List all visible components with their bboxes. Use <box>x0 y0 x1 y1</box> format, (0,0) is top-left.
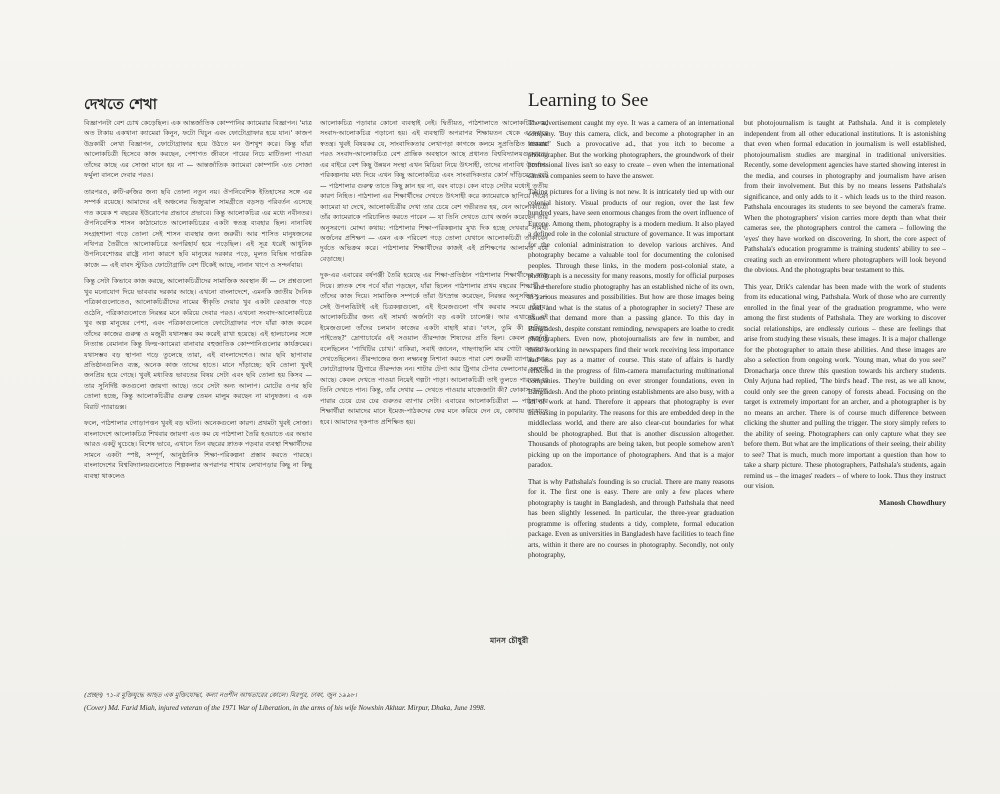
bengali-paragraph: আলোকচিত্র পড়াবার কোনো ব্যবস্থাই নেই। দ্বিতীয়ত, পাঠশালাতে আলোকচিত্র নয়, সংবাদ-আলোকচিত্র পড়ানো হয়। এই ব্যবস্থাটি অপরাপর শিক্ষায়তন থেকে একেবারে স্বতন্ত্র। খুবই বিষয়কর যে, সাংবাদিকতার লেখাপড়া কাগজে কলমে সুপ্রতিষ্ঠিত থাকবার পরও সংবাদ-আলোকচিত্র বেশ প্রান্তিক অবস্থানে আছে প্রধানত বিশ্ববিদ্যালয়গুলোতে। এর বাইরে বেশ কিছু উন্নয়ন সংস্থা এখন মিডিয়া নিয়ে উৎসাহী, তাদের নানাবিধ উদ্যোগ-পরিকল্পনায় মধ্য দিয়ে এখন কিছু আলোকচিত্র এবং সাংবাদিকতার কোর্স দাঁড়িয়েছে বটে — পাঠশালার গুরুত্ব তাতে কিছু ম্লান হয় না, বরং বাড়ে। কেন বাড়ে সেটার মধ্যেই তৃতীয় কারণ নিহিত। পাঠশালা এর শিক্ষার্থীদের দেখতে উৎসাহী করে ক্যামেরাকে ছাপিয়ে গিয়ে। ক্যামেরা যা দেখে, আলোকচিত্রীর দেখা তার চেয়ে বেশ গভীরতর হয়, যেন আলোকচিত্রী তাঁর ক্যামেরাকে পরিচালিত করতে পারেন — যা তিনি দেখতে চোখ অর্জন করেছেন তার অনুসরণে। মোদ্দা কথায়: পাঠশালার শিক্ষা-পরিকল্পনার মুখ্য দিক হচ্ছে দেখবার সামর্থ্য অর্জনের প্রশিক্ষণ — এমন এক পরিবেশ গড়ে তোলা যেখানে আলোকচিত্রী তাকাবেন দুর্বতে অভিক্রম করে। পাঠশালার শিক্ষার্থীদের কাজই এই প্রশিক্ষণের আলামত বয়ে বেড়াচ্ছে। <box>320 119 548 263</box>
bengali-paragraph: বিজ্ঞাপনটা বেশ চোখ কেড়েছিল। এক আন্তর্জাতিক কোম্পানির ক্যামেরার বিজ্ঞাপন। 'মাত্র অত টাকায় একখানা ক্যামেরা কিনুন, ফটো খিচুন এবং ফোটোগ্রাফার হয়ে যান।' কাজপ উদ্রকারী লেখা বিজ্ঞাপন, ফোটোগ্রাফার হয়ে উঠতে মন উশখুশ করে। কিন্তু যাঁরা আলোকচিত্রী হিসেবে কাজ করছেন, পেশাগত জীবনে পায়ের নিচে মাটিতলা পাওয়া তাঁদের কাছে এর সোজা মানে হয় না — আন্তর্জাতিক ক্যামেরা কোম্পানি এত সোজা ফর্মুলা বানলে দেবার পরও। <box>84 119 312 180</box>
english-title: Learning to See <box>528 90 649 111</box>
bengali-paragraph: কিন্তু সেটা কিভাবে কাজ করছে, আলোকচিত্রীদের সামাজিক অবস্থান কী — সে প্রশ্নগুলো খুব মনোযোগ দিয়ে ভাববার দরকার আছে। এখনো বাংলাদেশে, এমনকি জাতীয় দৈনিক পত্রিকাগুলোতেও, আলোকচিত্রীদের নামের স্বীকৃতি দেয়ার খুব একটা রেওয়াজ গড়ে ওঠেনি, পত্রিকাগুলোতে নিরন্তর মনে করিয়ে দেবার পরও। এখনো সংবাদ-আলোকচিত্রে খুব অল্প মানুষের পেশা, এবং পত্রিকাগুলোতে ফোটোগ্রাফার পদে যাঁরা কাজ করেন তাঁদের কাজের গুরুত্ব ও মজুরী যথাসম্ভব কম করেই রাখা হয়েছে। এই হালচালের সঙ্গে নিত্যান্ত বেমানান কিন্তু ফিল্ম-ক্যামেরা বানাবার বহুজাতিক কোম্পানিগুলোর কার্যক্রমের। যথাসম্ভব বড় স্থাপনা গড়ে তুলেছে তারা, এই বাংলাদেশেও। আর ছবি ছাপাবার প্রতিষ্ঠানগুলিও ব্যস্ত, অনেক কাজ তাদের হাতে। মানে দাঁড়াচ্ছে: ছবি তোলা খুবই জনপ্রিয় হয়ে গেছে। খুবই মধ্যবিত্ত ভাবতের বিষয় সেটা এবং ছবি তোলা হয় কিসব — তার সুনির্দিষ্ট কতগুলো জায়গা আছে। তবে সেটা অন্য আলাপ। মোটের ওপর ছবি তোলা হচ্ছে, কিন্তু আলোকচিত্রীর গুরুত্ব তেমন মালুম করছেন না মানুষজন। এ এক বিরাট প্যারাডক্স। <box>84 277 312 411</box>
english-caption: (Cover) Md. Farid Miah, injured veteran of the 1971 War of Liberation, in the arms of his wife Nowshin Akhtar. Mirpur, Dhaka, June 1998. <box>84 704 486 712</box>
english-paragraph: Taking pictures for a living is not new. It is intricately tied up with our colonial history. Visual products of our region, over the last few hundred years, have seen enormous changes from the overt influence of Europe. Among them, photography is a modern medium. It also played a defined role in the colonial structure of governance. It was important for the colonial administration to develop various archives. And photography became a valuable tool for documenting the colonised peoples. Through these links, in the modern post-colonial state, a photograph is a necessity for many reasons, mostly for official purposes – and therefore studio photography has an established niche of its own, in various measures and possibilities. But how are those images being used, and what is the status of a photographer in society? These are issues that demand more than a passing glance. To this day in Bangladesh, despite constant reminding, newspapers are loathe to credit photographers. Even now, photojournalists are few in number, and those working in newspapers find their work receiving less importance and less pay as a matter of course. This state of affairs is hardly reflected in the progress of film-camera manufacturing multinational companies. They're building on ever stronger foundations, even in Bangladesh. And the photo printing establishments are also busy, with a lot of work at hand. Therefore it appears that photography is ever increasing in popularity. The reasons for this are embedded deep in the middleclass world, and there are also clear-cut boundaries for what should be photographed. But that is another discussion altogether. Thousands of photographs are being taken, but people somehow aren't picking up on the importance of photographers. And that is a major paradox. <box>528 188 734 469</box>
bengali-column-2 <box>320 118 548 433</box>
english-signature: Manosh Chowdhury <box>879 497 946 507</box>
bengali-paragraph: ফলে, পাঠশালার গোড়াপত্তন খুবই বড় ঘটনা। অনেকগুলো কারণ। প্রথমটা খুবই সোজা। বাংলাদেশে আলোকচিত্র শিখবার জায়গা এত কম যে পাঠশালা তৈরি হওয়াতে এর অভাব আরও একটু ঘুচেছে। বিশেষ ভাবে, এখানে তিন বছরের স্নাতক পড়বার ব্যবস্থা শিক্ষার্থীদের সামনে একটা স্পষ্ট, সম্পূর্ণ, আনুষ্ঠানিক শিক্ষা-পরিকল্পনা প্রস্তাব করতে পারছে। বাংলাদেশের বিশ্ববিদ্যালয়গুলোতে শিল্পকলার অপরাপর শাখায় লেখাপড়ার কিছু না কিছু ব্যবস্থা থাকলেও <box>84 419 312 480</box>
bengali-paragraph: দুক-এর এবারের বর্ষপঞ্জী তৈরি হয়েছে এর শিক্ষা-প্রতিষ্ঠান পাঠশালার শিক্ষার্থীদের কাজ দিয়ে। স্নাতক শেষ পর্বে যাঁরা পড়ছেন, যাঁরা ছিলেন পাঠশালার প্রথম বছরের শিক্ষার্থী — তাঁদের কাজ দিয়ে। সামাজিক সম্পর্কে তাঁরা উৎস্রান্ত করেছেন, নিরন্তর অনুসন্ধিৎসু — সেই উপলব্ধিটাই এই চিত্রকল্পগুলো, এই ইমেজগুলো গাঁথ করবার সময়ে দাঁড়ায়। আলোকচিত্রীর জন্য এই সামর্থ্য অর্জনটা বড় একটা চ্যালেঞ্জ। আর এখানেই এই ইমেজগুলো তাঁদের চলমান কাজের একটা বাহাই মাত্র। 'বৎস, তুমি কী দেখিতে পাইতেছ?' দ্রোণাচার্যের এই সওয়াল তীরন্দাজ শিষ্যদের প্রতি ছিল। কেবল অর্জুনই বলেছিলেন 'পাখিটির চোখ।' বাকিরা, সবাই জানেন, গাছগাছালি মায় গোটা বনবাদাড় দেখতেছিলেন। তীরন্দাজের জন্য লক্ষ্যবস্তু নিশানা করতে পারা বেশ জরুরী ব্যাপার, আর ফোটোগ্রাফার ট্রিগারে তীরন্দাজ নন। শাটার টেপা আর ট্রিগার টেপার ফেলানোর অবশ্যই আছে। কেবল দেখতে পাওয়া নিয়েই গল্পটা পাড়া। আলোকচিত্রী তাই তুলতে পারবেন যা তিনি দেখতে পান। কিন্তু, তাঁর দেখার — দেখতে পাওয়ার মাজেজাটা কী? ফোকাস করতে পারার চেয়ে ঢের ঢের গুরুতর ব্যাপার সেটা। এবারের আলোকচিত্রীরা — পাঠশালার শিক্ষার্থীরা আমাদের মানে ইমেজ-পাঠকদের ফের মনে করিয়ে দেন যে, কোথায় তাকাতে হবে। আমাদের দৃকপাত প্রশিক্ষিত হয়। <box>320 271 548 426</box>
bengali-column-1 <box>84 118 312 487</box>
english-paragraph: This year, Drik's calendar has been made with the work of students from its educational wing, Pathshala. Work of those who are currently enrolled in the final year of the graduation programme, who were among the first students of Pathshala. They are working to discover social relationships, are endlessly curious – these are feelings that arise from studying these visuals, these images. It is a major challenge for the photographer to attain these abilities. And these images are also a selection from ongoing work. 'Young man, what do you see?' Dronacharja once threw this question towards his archery students. Only Arjuna had replied, 'The bird's head'. The rest, as we all know, could only see the green canopy of forests ahead. Focusing on the target is extremely important for an archer, and a photographer is by no means an archer. There is of course much difference between clicking the shutter and pulling the trigger. The story simply refers to the ability of seeing. Photographers can only capture what they see before them. But what are the implications of their seeing, their ability to see? That is much, much more important a question than how to take a sharp picture. These photographers, Pathshala's students, again remind us – the images' readers – of where to look. Thus they instruct our vision. <box>744 282 946 490</box>
english-column-2 <box>744 118 946 508</box>
bengali-signature: মানস চৌধুরী <box>490 636 529 645</box>
english-paragraph: but photojournalism is taught at Pathshala. And it is completely independent from all other educational institutions. It is astonishing that even when formal education in journalism is well established, photojournalism studies are marginal in traditional universities. Recently, some development agencies have started showing interest in the media, and courses in photography and journalism have arisen from their involvement. But this by no means lessens Pathshala's significance, and only adds to it - which leads us to the third reason. Pathshala encourages its students to see beyond the camera's frame. When the photographers' vision carries more depth than what their cameras see, the photographers control the camera – following the 'eyes' they have worked on discovering. In short, the core aspect of Pathshala's education programme is training students' ability to see – creating such an environment where photographers will look beyond the obvious. And the photographs bear testament to this. <box>744 119 946 274</box>
bengali-title: দেখতে শেখা <box>84 97 157 113</box>
bengali-paragraph: তারপরও, রুটি-রুজির জন্য ছবি তোলা নতুন নয়। ঔপনিবেশিক ইতিহাসের সঙ্গে এর সম্পর্ক রয়েছে। আমাদের এই অঞ্চলের ভিজ্যুয়াল সামগ্রীতে বড়সড় পরিবর্তন এসেছে গত কয়েক শ বছরের ইউরোপের প্রভাবে প্রভাবে। কিন্তু আলোকচিত্র এর মধ্যে নবীনতর। ঔপনিবেশিক শাসন কাঠামোতে আলোকচিত্রের একটা স্বতন্ত্র ব্যবহার ছিল। নানাবিধ সংগ্রহশালা গড়ে তোলা সেই শাসন ব্যবস্থার জন্য জরুরী। আর শাসিত মানুষজনের নথিপত্র তৈরীতে আলোকচিত্রে অপরিহার্য হয়ে পড়েছিল। এই সূত্র ধরেই আধুনিক উপনিবেশোত্তর রাষ্ট্রে নানা কারণে ছবি মানুষের দরকার পড়ে, মূলত বিভিন্ন দাপ্তরিক কাজে — এই বাবদ স্টুডিও ফোটোগ্রাফি বেশ টিকেই আছে, নানান খাপে ও সন্দর্নবায়। <box>84 187 312 269</box>
bengali-caption: (প্রচ্ছদ) ৭১-র মুক্তিযুদ্ধে আহত এক মুক্তিযোদ্ধা, কন্যা নওশীন আখতারের কোলে। মিরপুর, ঢাকা, জুন ১৯৯৮। <box>84 691 357 699</box>
english-paragraph: The advertisement caught my eye. It was a camera of an international company. 'Buy this camera, click, and become a photographer in an instant!' Such a provocative ad., that you itch to become a photographer. But the working photographers, the groundwork of their professional lives isn't so easy to create – even when the international camera companies seem to have the answer. <box>528 119 734 180</box>
english-column-1 <box>528 118 734 567</box>
english-paragraph: That is why Pathshala's founding is so crucial. There are many reasons for it. The first one is easy. There are only a few places where photography is taught in Bangladesh, and through Pathshala that need has been slightly lessened. In particular, the three-year graduation programme is offering students a tidy, complete, formal education package. Even as universities in Bangladesh have facilities to teach fine arts, within it there are no courses in photography. Secondly, not only photography, <box>528 477 734 559</box>
